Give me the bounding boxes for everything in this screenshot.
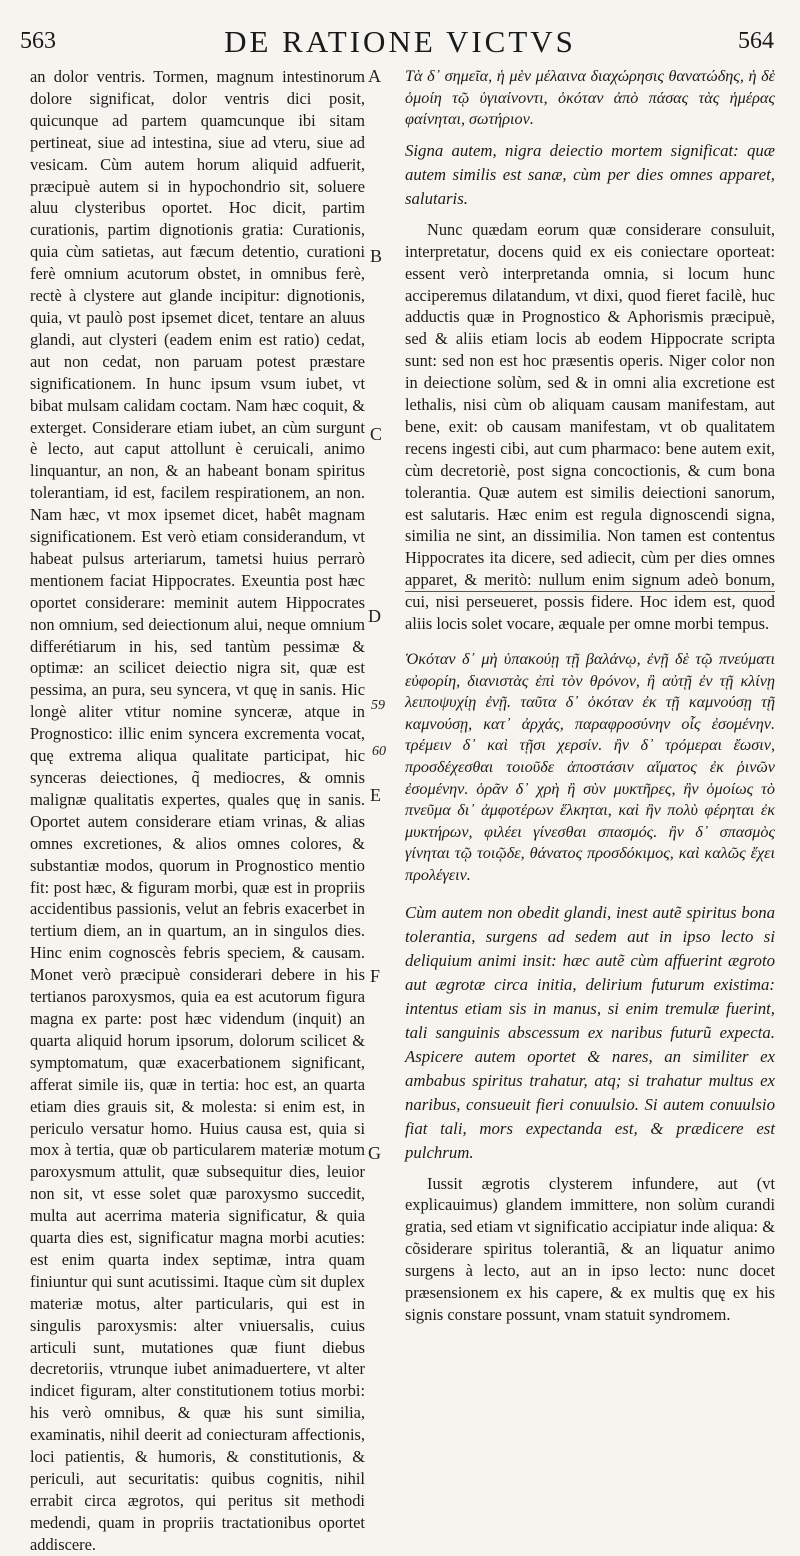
commentary-paragraph-2: Iussit ægrotis clysterem infundere, aut (vt explicauimus) glandem immittere, non solùm curandi gratia, sed etiam vt significatio accipiatur inde aliqua: & cõsiderare spiritus tolerantiã, & an liquatur animo surgens à lecto, aut an in ipso lecto: nunc docet præsensionem ex his capere, & ex multis quę ex his signis constare possunt, vnam statuit syndromem. <box>405 1173 775 1324</box>
margin-number-60: 60 <box>372 744 386 759</box>
latin-translation-1: Signa autem, nigra deiectio mortem significat: quæ autem similis est sanæ, cùm per dies omnes apparet, salutaris. <box>405 140 775 208</box>
running-header <box>20 24 780 64</box>
left-column-text: an dolor ventris. Tormen, magnum intestinorum dolore significat, dolor ventris dici posit, quicunque ad partem quamcunque ibi sitam pertineat, siue ad intestina, siue ad vteru, siue ad vesicam. Cùm autem horum aliquid adfuerit, præcipuè autem si in hypochondrio sit, soluere aluu clysteribus oportet. Hoc dicit, partim curationis, partim dignotionis gratia: Curationis, quia cùm satietas, aut fæcum detentio, curationi ferè omnium acutorum obstet, in omnibus ferè, rectè à clystere aut glande incipitur: dignotionis, quia, vt paulò post ipsemet dicet, tentare an aluus glandi, aut clysteri (eadem enim est ratio) cedat, aut non cedat, non paruam potest præstare significationem. In hunc ipsum vsum iubet, vt bibat mulsam calidam coctam. Nam hæc coquit, & exterget. Considerare etiam iubet, an cùm surgunt è lecto, aut caput attollunt è ceruicali, animo linquantur, an non, & an habeant bonam spiritus tolerantiam, id est, facilem respirationem, an non. Nam hæc, vt mox ipsemet dicet, habêt magnam significationem. Est verò etiam considerandum, vt habeat pulsus arteriarum, tametsi huius perrarò mentionem faciat Hippocrates. Exeuntia post hæc oportet considerare: meminit autem Hippocrates non omnium, sed deiectionum alui, neque omnium differétiarum in his, sed tantùm pessimæ & optimæ: an scilicet deiectio nigra sit, quæ est pessima, an pura, seu syncera, vt quę in sanis. Hic longè aliter vtitur nomine synceræ, atque in Prognostico: illic enim syncera excrementa vocat, quę extrema aliqua qualitate participat, hic synceras deiectiones, q̃ mediocres, & omnis malignæ qualitatis expertes, quales quę in sanis. Oportet autem considerare etiam vrinas, & alias omnes excretiones, & alios omnes colores, & substantiæ modos, quorum in Prognostico mentio fit: post hæc, & figuram morbi, quæ est in propriis accidentibus passionis, velut an febris exacerbet in tertium diem, an in quartum, an in singulos dies. Hinc enim cognoscès febris speciem, & causam. Monet verò præcipuè considerari debere in his tertianos paroxysmos, quia ea est acutorum figura magna ex parte: post hæc videndum (inquit) an quarta aliquid horum ipsorum, dolorum scilicet & symptomatum, quæ exacerbationem significant, afferat simile iis, quæ in tertia: hoc est, an quarta etiam dies grauis sit, & molesta: si enim est, in periculo versatur homo. Huius causa est, quia si mox à tertia, quæ ob particularem materiæ motum paroxysmum attulit, quæ subsequitur dies, leuior non sit, vt esse solet quæ paroxysmo succedit, multa aut acerrima materia significatur, & quia quarta dies est, significatur magna morbi acuties: est enim quarta index septimæ, intra quam finiuntur qui sunt acutissimi. Itaque cùm sit duplex materiæ motus, alter particularis, qui est in singulis paroxysmis: alter vniuersalis, cuius articuli sunt, mutationes quæ fiunt diebus decretoriis, vtrunque iubet animaduertere, vt alter indicet figuram, alter constitutionem totius morbi: his verò omnibus, & quæ his sunt similia, examinatis, nihil deerit ad coniecturam affectionis, loci patientis, & humoris, & constitutionis, & periculi, aut securitatis: quibus cognitis, nihil errabit circa ægrotos, qui peritus sit methodi medendi, quam in propriis tractationibus oportet addiscere. <box>30 67 365 1554</box>
margin-number-59: 59 <box>371 698 385 713</box>
greek-text-middle: Ὁκόταν δ᾽ μὴ ὑπακούῃ τῇ βαλάνῳ, ἐνῇ δὲ τῷ πνεύματι εὐφορίη, διανιστὰς ἐπὶ τὸν θρόνον, ἢ αὐτῇ ἐν τῇ κλίνῃ λειποψυχίῃ ἐνῇ. ταῦτα δ᾽ ὁκόταν ἐκ τῇ καμνούσῃ τῇ καμνούσῃ, κατ᾽ ἀρχάς, παραφροσύνην οἷς ἐσομένην. τρέμειν δ᾽ καὶ τῇσι χερσίν. ἢν δ᾽ τρόμεραι ἔωσιν, προσδέχεσθαι τοιοῦδε ἀποστάσιν αἵματος ἐκ ῥινῶν ἐσομένην. ὁρᾶν δ᾽ χρὴ ἢ σὺν μυκτῆρες, ἢν ὁμοίως τὸ πνεῦμα δι᾽ ἀμφοτέρων ἕλκηται, καὶ ἢν πολὺ φέρηται ἐκ μυκτήρων, φιλέει γίνεσθαι σπασμός. ἢν δ᾽ σπασμὸς γίνηται τῷ τοιῷδε, θάνατος προσδόκιμος, καὶ καλῶς ἔχει προλέγειν. <box>405 650 775 884</box>
page-number-left: 563 <box>20 28 56 54</box>
margin-letter-c: C <box>370 424 383 444</box>
right-column <box>405 66 775 1326</box>
margin-letter-e: E <box>370 785 381 805</box>
margin-letter-g: G <box>368 1143 381 1163</box>
margin-letter-d: D <box>368 606 381 626</box>
margin-letter-f: F <box>370 966 381 986</box>
greek-text-top: Τὰ δ᾽ σημεῖα, ἡ μὲν μέλαινα διαχώρησις θανατώδης, ἡ δὲ ὁμοίη τῷ ὑγιαίνοντι, ὁκόταν ἀπὸ πάσας τὰς ἡμέρας φαίνηται, σωτήριον. <box>405 67 775 129</box>
section-divider-rule <box>405 591 775 592</box>
page-number-right: 564 <box>738 28 774 54</box>
margin-letter-a: A <box>368 66 381 86</box>
running-title: DE RATIONE VICTVS <box>224 24 576 59</box>
commentary-paragraph-1: Nunc quædam eorum quæ considerare consuluit, interpretatur, docens quid ex eis coniectare oporteat: essent verò interpretanda omnia, si locum hunc acciperemus dilatandum, vt dixi, quod fieret facilè, huc adductis quæ in Prognostico & Aphorismis præcipuè, sed & aliis etiam locis ab eodem Hippocrate scripta sunt: sed non est hoc præsentis operis. Niger color non in deiectione solùm, sed & in omni alia excretione est lethalis, nisi cùm ob aliquam causam manifestam, aut bene, exit: ob causam manifestam, vt ob qualitatem recens ingesti cibi, aut cum pharmaco: bene autem exit, cùm decretoriè, post signa concoctionis, & cum bona tolerantia. Quæ autem est similis deiectioni sanorum, est salutaris. Hæc enim est regula dignoscendi signa, similia ne sint, an dissimilia. Non tamen est contentus Hippocrates ita dicere, sed adiecit, cùm per dies omnes apparet, & meritò: nullum enim signum adeò bonum, cui, nisi perseueret, possis fidere. Hoc idem est, quod aliis locis solet vocare, æquale per omne morbi tempus. <box>405 219 775 634</box>
margin-letter-b: B <box>370 246 383 266</box>
latin-translation-2: Cùm autem non obedit glandi, inest autẽ spiritus bona tolerantia, surgens ad sedem aut in ipso lecto si deliquium animi insit: hæc autẽ cùm affuerint ægroto aut ægrotæ circa initia, delirium futurum existima: intentus etiam sis in manus, si enim tremulæ fuerint, tali sanguinis abscessum ex naribus futurũ expecta. Aspicere autem oportet & nares, an similiter ex ambabus spiritus trahatur, atq; si trahatur multus ex naribus, consueuit fieri conuulsio. Si autem conuulsio fiat tali, mors expectanda est, & prædicere est pulchrum. <box>405 902 775 1162</box>
left-column <box>30 66 365 1556</box>
